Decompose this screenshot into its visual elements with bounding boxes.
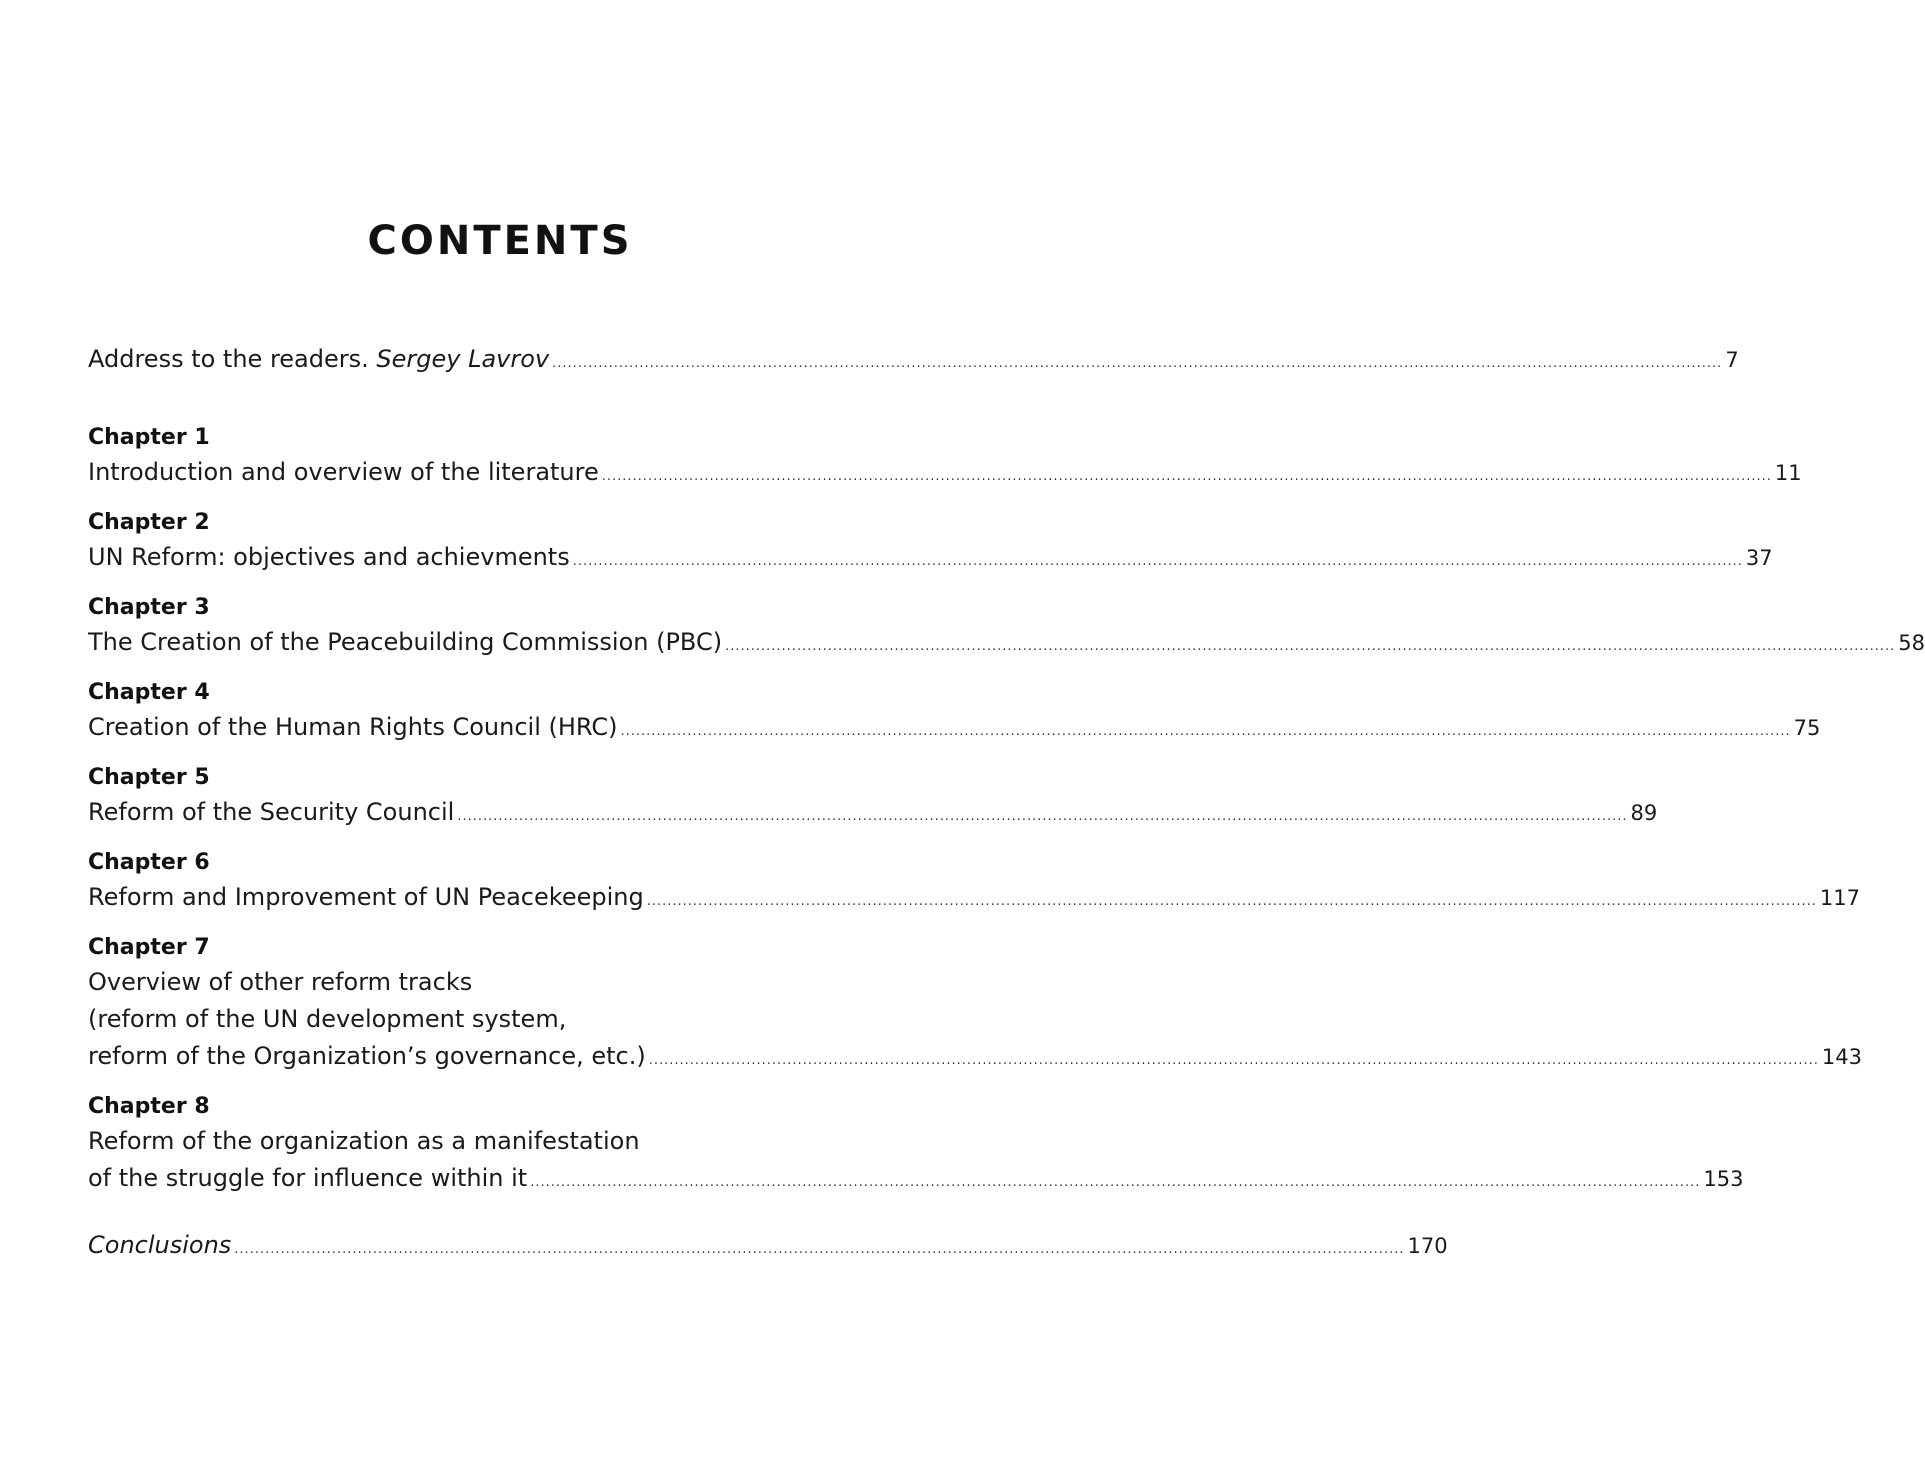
dot-leader: .................................................................................................................................................................................................................................... (572, 554, 1743, 569)
dot-leader: .................................................................................................................................................................................................................................... (646, 894, 1817, 909)
chapter-label: Chapter 5 (88, 765, 210, 790)
page-number: 170 (1407, 1234, 1448, 1258)
page-number: 58 (1898, 631, 1925, 655)
toc-entry-chapter-4[interactable] (88, 677, 1821, 746)
chapter-label: Chapter 4 (88, 680, 210, 705)
page-number: 7 (1725, 348, 1739, 372)
chapter-label: Chapter 1 (88, 425, 210, 450)
page-number: 37 (1745, 546, 1773, 570)
dot-leader: .................................................................................................................................................................................................................................... (648, 1053, 1819, 1068)
dot-leader: .................................................................................................................................................................................................................................... (234, 1242, 1405, 1257)
toc-entry-chapter-8[interactable] (88, 1091, 1744, 1197)
chapter-label: Chapter 6 (88, 850, 210, 875)
toc-entry-conclusions[interactable] (88, 1227, 1448, 1264)
toc-entry-chapter-1[interactable] (88, 422, 1802, 491)
dot-leader: .................................................................................................................................................................................................................................... (725, 639, 1896, 654)
entry-title: The Creation of the Peacebuilding Commission (PBC) (88, 628, 723, 656)
entry-title: Conclusions (88, 1231, 232, 1259)
chapter-label: Chapter 3 (88, 595, 210, 620)
entry-title: of the struggle for influence within it (88, 1164, 528, 1192)
chapter-label: Chapter 7 (88, 935, 210, 960)
entry-title: Creation of the Human Rights Council (HRC) (88, 713, 618, 741)
page-number: 117 (1819, 886, 1860, 910)
toc-entry-chapter-3[interactable] (88, 592, 1925, 661)
dot-leader: .................................................................................................................................................................................................................................... (601, 469, 1772, 484)
chapter-label: Chapter 8 (88, 1094, 210, 1119)
entry-title: Introduction and overview of the literature (88, 458, 599, 486)
entry-title: Reform of the Security Council (88, 798, 455, 826)
toc-entry-chapter-2[interactable] (88, 507, 1773, 576)
entry-title: reform of the Organization’s governance, etc.) (88, 1042, 646, 1070)
toc-entry-address[interactable] (88, 341, 1739, 378)
toc-entry-chapter-6[interactable] (88, 847, 1860, 916)
page-number: 75 (1793, 716, 1821, 740)
dot-leader: .................................................................................................................................................................................................................................... (530, 1175, 1701, 1190)
toc-entry-chapter-5[interactable] (88, 762, 1658, 831)
dot-leader: .................................................................................................................................................................................................................................... (620, 724, 1791, 739)
page-number: 153 (1703, 1167, 1744, 1191)
entry-author: Sergey Lavrov (376, 345, 550, 373)
dot-leader: .................................................................................................................................................................................................................................... (552, 356, 1723, 371)
toc-entry-chapter-7[interactable] (88, 932, 1862, 1075)
entry-title-line: Reform of the organization as a manifestation (88, 1127, 640, 1155)
dot-leader: .................................................................................................................................................................................................................................... (457, 809, 1628, 824)
page-number: 143 (1821, 1045, 1862, 1069)
entry-title-line: Overview of other reform tracks (88, 968, 473, 996)
page-number: 11 (1774, 461, 1802, 485)
page-title: CONTENTS (367, 218, 633, 264)
entry-title: Reform and Improvement of UN Peacekeeping (88, 883, 644, 911)
entry-title-line: (reform of the UN development system, (88, 1005, 567, 1033)
entry-title: UN Reform: objectives and achievments (88, 543, 570, 571)
page-number: 89 (1630, 801, 1658, 825)
entry-title: Address to the readers. Sergey Lavrov (88, 345, 550, 373)
chapter-label: Chapter 2 (88, 510, 210, 535)
